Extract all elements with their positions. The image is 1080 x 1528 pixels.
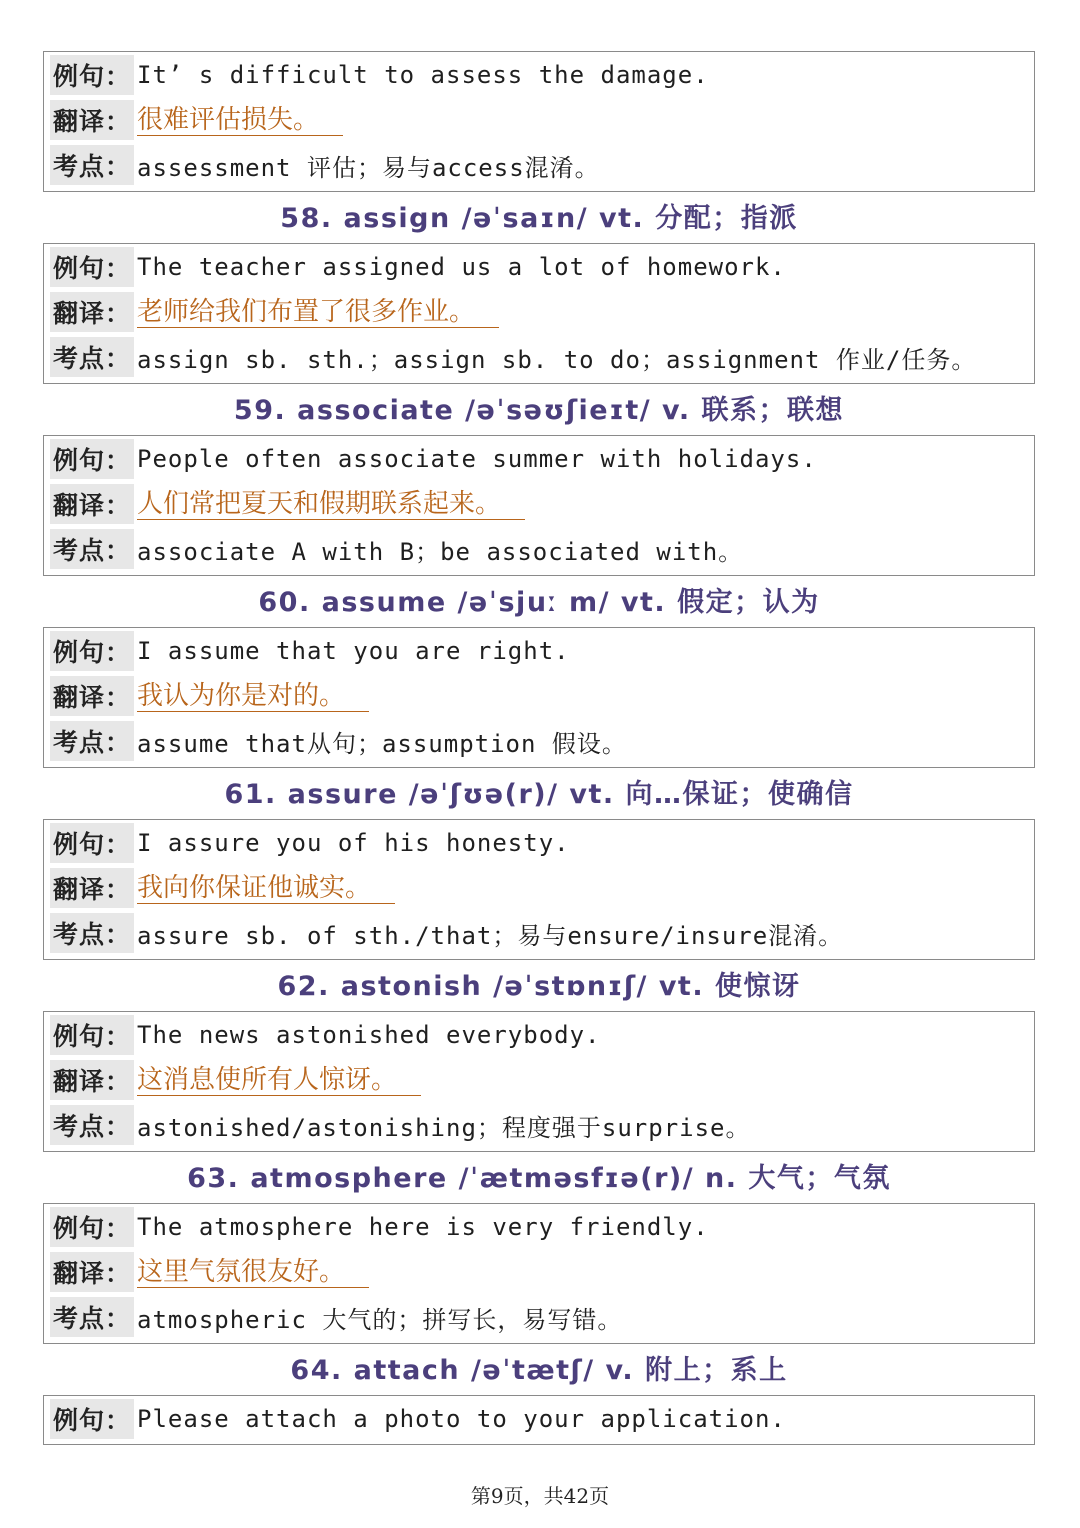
example-row (50, 1015, 601, 1055)
keypoint-text: associate A with B；be associated with。 (137, 537, 744, 566)
entry-box (43, 243, 1035, 384)
keypoint-label: 考点： (50, 529, 134, 569)
keypoint-row (50, 337, 976, 377)
example-sentence: Please attach a photo to your application. (137, 1405, 786, 1433)
entry-box (43, 1395, 1035, 1445)
keypoint-text: astonished/astonishing；程度强于surprise。 (137, 1113, 751, 1142)
example-sentence: I assure you of his honesty. (137, 829, 570, 857)
entry-box (43, 435, 1035, 576)
translation-label: 翻译： (50, 292, 134, 332)
translation-row (50, 676, 369, 716)
entry-box (43, 51, 1035, 192)
word-heading: 60. assume /əˈsjuː m/ vt. 假定；认为 (258, 587, 820, 618)
translation-label: 翻译： (50, 1252, 134, 1292)
translation-label: 翻译： (50, 676, 134, 716)
keypoint-label: 考点： (50, 337, 134, 377)
example-label: 例句： (50, 439, 134, 479)
example-label: 例句： (50, 1399, 134, 1439)
word-heading: 59. associate /əˈsəʊʃieɪt/ v. 联系；联想 (233, 395, 845, 426)
translation-row (50, 100, 343, 140)
example-label: 例句： (50, 1015, 134, 1055)
keypoint-label: 考点： (50, 913, 134, 953)
keypoint-text: assign sb. sth.；assign sb. to do；assignment 作业/任务。 (137, 345, 977, 374)
example-sentence: It’ s difficult to assess the damage. (137, 61, 709, 89)
translation-text: 这消息使所有人惊讶。 (137, 1065, 421, 1096)
example-sentence: I assume that you are right. (137, 637, 570, 665)
example-label: 例句： (50, 823, 134, 863)
example-label: 例句： (50, 1207, 134, 1247)
translation-label: 翻译： (50, 1060, 134, 1100)
keypoint-row (50, 145, 600, 185)
translation-row (50, 292, 499, 332)
example-row (50, 439, 817, 479)
translation-label: 翻译： (50, 100, 134, 140)
keypoint-label: 考点： (50, 145, 134, 185)
example-row (50, 823, 570, 863)
example-sentence: People often associate summer with holidays. (137, 445, 817, 473)
keypoint-row (50, 913, 843, 953)
keypoint-text: atmospheric 大气的；拼写长，易写错。 (137, 1305, 623, 1334)
translation-row (50, 1060, 421, 1100)
word-heading: 62. astonish /əˈstɒnɪʃ/ vt. 使惊讶 (277, 971, 801, 1002)
translation-label: 翻译： (50, 484, 134, 524)
example-label: 例句： (50, 55, 134, 95)
keypoint-label: 考点： (50, 1105, 134, 1145)
keypoint-label: 考点： (50, 1297, 134, 1337)
example-row (50, 631, 570, 671)
keypoint-row (50, 1297, 622, 1337)
translation-row (50, 1252, 369, 1292)
example-label: 例句： (50, 631, 134, 671)
example-sentence: The teacher assigned us a lot of homework. (137, 253, 786, 281)
example-sentence: The atmosphere here is very friendly. (137, 1213, 709, 1241)
translation-label: 翻译： (50, 868, 134, 908)
page-footer: 第9页，共42页 (470, 1484, 610, 1508)
translation-text: 人们常把夏天和假期联系起来。 (137, 489, 525, 520)
translation-row (50, 868, 395, 908)
entry-box (43, 819, 1035, 960)
translation-text: 老师给我们布置了很多作业。 (137, 297, 499, 328)
word-heading: 61. assure /əˈʃʊə(r)/ vt. 向…保证；使确信 (224, 779, 854, 810)
word-heading: 63. atmosphere /ˈætməsfɪə(r)/ n. 大气；气氛 (187, 1163, 891, 1194)
keypoint-row (50, 1105, 751, 1145)
example-row (50, 1207, 709, 1247)
example-sentence: The news astonished everybody. (137, 1021, 601, 1049)
entry-box (43, 1203, 1035, 1344)
example-row (50, 55, 709, 95)
example-row (50, 247, 786, 287)
example-label: 例句： (50, 247, 134, 287)
keypoint-label: 考点： (50, 721, 134, 761)
word-heading: 64. attach /əˈtætʃ/ v. 附上；系上 (290, 1355, 788, 1386)
keypoint-text: assume that从句；assumption 假设。 (137, 729, 627, 758)
translation-text: 我认为你是对的。 (137, 681, 369, 712)
keypoint-row (50, 529, 743, 569)
word-heading: 58. assign /əˈsaɪn/ vt. 分配；指派 (280, 203, 798, 234)
translation-text: 我向你保证他诚实。 (137, 873, 395, 904)
entry-box (43, 1011, 1035, 1152)
keypoint-text: assessment 评估；易与access混淆。 (137, 153, 600, 182)
entry-box (43, 627, 1035, 768)
keypoint-row (50, 721, 627, 761)
example-row (50, 1399, 786, 1439)
translation-text: 很难评估损失。 (137, 105, 343, 136)
keypoint-text: assure sb. of sth./that；易与ensure/insure混淆。 (137, 921, 844, 950)
translation-row (50, 484, 525, 524)
translation-text: 这里气氛很友好。 (137, 1257, 369, 1288)
